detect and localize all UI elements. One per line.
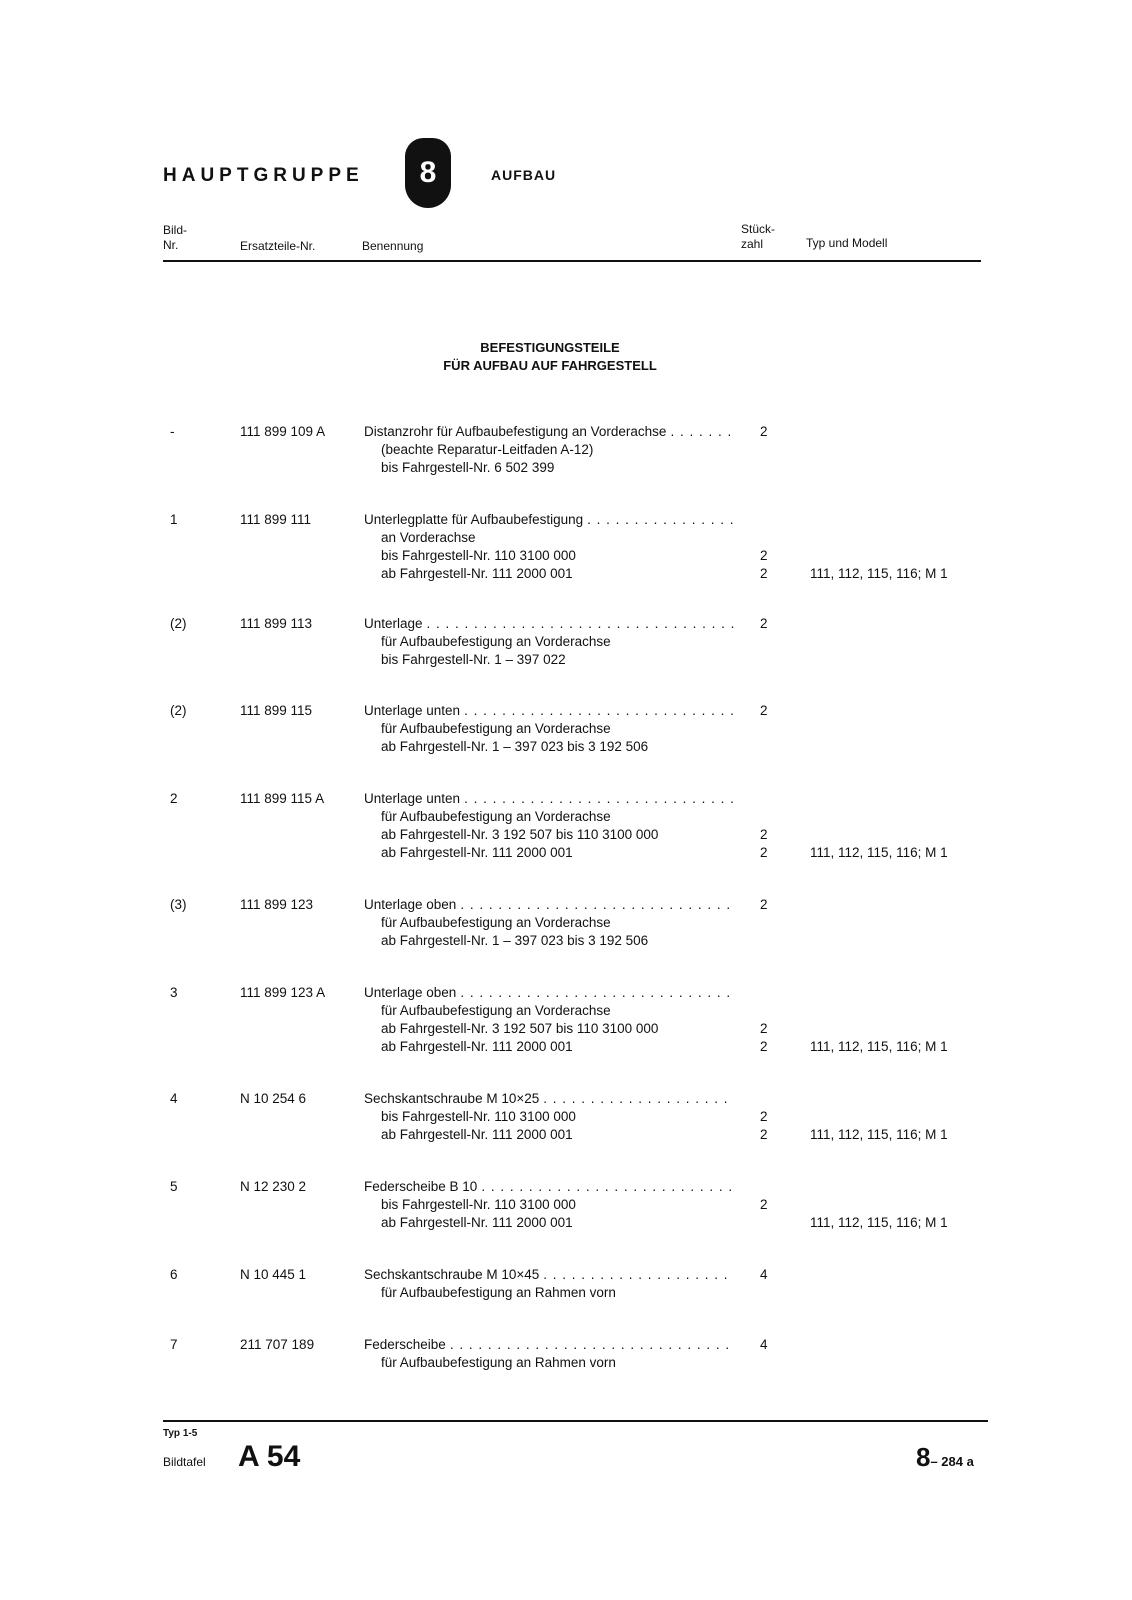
description-text: bis Fahrgestell-Nr. 110 3100 000 [381, 1197, 576, 1212]
row-part-number: N 12 230 2 [240, 1179, 307, 1194]
description-line [364, 932, 734, 950]
description-line [364, 1178, 734, 1196]
row-quantity: 4 [760, 1267, 768, 1282]
description-text: ab Fahrgestell-Nr. 3 192 507 bis 110 3100 000 [381, 827, 659, 842]
leader-dots [464, 702, 734, 720]
description-text: ab Fahrgestell-Nr. 111 2000 001 [381, 1127, 573, 1142]
group-number-badge: 8 [405, 138, 451, 208]
footer-rule [163, 1420, 988, 1422]
page-number [916, 1442, 974, 1473]
description-line [364, 738, 734, 756]
description-line [364, 1354, 734, 1372]
row-description [364, 1178, 734, 1232]
description-text: Unterlage unten [364, 791, 461, 806]
row-description [364, 984, 734, 1056]
leader-dots [460, 896, 734, 914]
description-text: für Aufbaubefestigung an Vorderachse [381, 809, 611, 824]
footer-plate-number: A 54 [238, 1440, 301, 1473]
row-description [364, 896, 734, 950]
row-description [364, 423, 734, 477]
description-line [364, 826, 734, 844]
description-text: Distanzrohr für Aufbaubefestigung an Vorderachse [364, 424, 667, 439]
row-part-number: N 10 254 6 [240, 1091, 307, 1106]
description-text: bis Fahrgestell-Nr. 6 502 399 [381, 460, 555, 475]
row-bild-number: 6 [170, 1267, 178, 1282]
description-line [364, 547, 734, 565]
description-text: ab Fahrgestell-Nr. 1 – 397 023 bis 3 192 506 [381, 739, 649, 754]
description-line [364, 914, 734, 932]
description-line [364, 1284, 734, 1302]
row-description [364, 790, 734, 862]
leader-dots [543, 1090, 734, 1108]
leader-dots [450, 1336, 734, 1354]
row-description [364, 511, 734, 583]
description-line [364, 1090, 734, 1108]
description-line [364, 615, 734, 633]
row-model: 111, 112, 115, 116; M 1 [810, 1127, 948, 1142]
description-text: Unterlage unten [364, 703, 461, 718]
row-part-number: 111 899 115 [240, 703, 313, 718]
column-model: Typ und Modell [806, 236, 888, 250]
description-text: Unterlage oben [364, 897, 457, 912]
row-quantity: 2 [760, 566, 768, 581]
description-line [364, 1002, 734, 1020]
leader-dots [427, 615, 734, 633]
row-quantity: 2 [760, 703, 768, 718]
description-text: für Aufbaubefestigung an Vorderachse [381, 721, 611, 736]
column-qty-line1: Stück- [741, 222, 776, 236]
description-text: Unterlegplatte für Aufbaubefestigung [364, 512, 584, 527]
description-line [364, 720, 734, 738]
row-bild-number: (2) [170, 703, 187, 718]
row-part-number: N 10 445 1 [240, 1267, 307, 1282]
row-description [364, 1266, 734, 1302]
description-text: Federscheibe B 10 [364, 1179, 478, 1194]
description-text: ab Fahrgestell-Nr. 3 192 507 bis 110 3100 000 [381, 1021, 659, 1036]
description-text: für Aufbaubefestigung an Vorderachse [381, 1003, 611, 1018]
description-line [364, 984, 734, 1002]
leader-dots [464, 790, 734, 808]
row-bild-number: 4 [170, 1091, 178, 1106]
row-quantity: 2 [760, 616, 768, 631]
description-line [364, 459, 734, 477]
row-bild-number: 7 [170, 1337, 178, 1352]
page-number-main: 8 [916, 1442, 931, 1472]
row-model: 111, 112, 115, 116; M 1 [810, 1215, 948, 1230]
column-part-number: Ersatzteile-Nr. [240, 239, 316, 253]
description-text: bis Fahrgestell-Nr. 110 3100 000 [381, 1109, 576, 1124]
description-line [364, 702, 734, 720]
description-line [364, 511, 734, 529]
description-line [364, 896, 734, 914]
row-description [364, 1336, 734, 1372]
row-description [364, 615, 734, 669]
row-bild-number: 3 [170, 985, 178, 1000]
row-quantity: 2 [760, 827, 768, 842]
row-bild-number: (3) [170, 897, 187, 912]
description-text: Sechskantschraube M 10×25 [364, 1091, 540, 1106]
description-text: Sechskantschraube M 10×45 [364, 1267, 540, 1282]
footer-bildtafel-label: Bildtafel [163, 1455, 206, 1469]
description-line [364, 1214, 734, 1232]
description-text: (beachte Reparatur-Leitfaden A-12) [381, 442, 594, 457]
row-bild-number: (2) [170, 616, 187, 631]
description-line [364, 1336, 734, 1354]
header-rule [163, 260, 981, 262]
row-quantity: 2 [760, 1039, 768, 1054]
column-bild-line2: Nr. [163, 238, 179, 252]
description-line [364, 844, 734, 862]
description-line [364, 423, 734, 441]
column-bild [163, 223, 187, 253]
description-text: ab Fahrgestell-Nr. 111 2000 001 [381, 566, 573, 581]
row-quantity: 2 [760, 1109, 768, 1124]
row-part-number: 111 899 123 [240, 897, 314, 912]
description-line [364, 529, 734, 547]
row-part-number: 111 899 109 A [240, 424, 326, 439]
description-line [364, 808, 734, 826]
description-line [364, 1126, 734, 1144]
row-quantity: 2 [760, 1021, 768, 1036]
row-bild-number: 1 [170, 512, 178, 527]
leader-dots [460, 984, 734, 1002]
description-line [364, 633, 734, 651]
group-title: HAUPTGRUPPE [163, 165, 364, 186]
column-qty [741, 222, 775, 252]
footer-type: Typ 1-5 [163, 1428, 198, 1439]
description-text: bis Fahrgestell-Nr. 1 – 397 022 [381, 652, 566, 667]
row-part-number: 211 707 189 [240, 1337, 315, 1352]
row-quantity: 2 [760, 845, 768, 860]
row-model: 111, 112, 115, 116; M 1 [810, 566, 948, 581]
leader-dots [481, 1178, 734, 1196]
group-heading-line2: FÜR AUFBAU AUF FAHRGESTELL [443, 358, 657, 373]
group-heading-line1: BEFESTIGUNGSTEILE [480, 340, 620, 355]
row-description [364, 1090, 734, 1144]
leader-dots [543, 1266, 734, 1284]
leader-dots [670, 423, 734, 441]
description-line [364, 651, 734, 669]
column-bild-line1: Bild- [163, 223, 188, 237]
section-title: AUFBAU [491, 167, 557, 183]
row-quantity: 2 [760, 1197, 768, 1212]
row-quantity: 2 [760, 424, 768, 439]
description-text: bis Fahrgestell-Nr. 110 3100 000 [381, 548, 576, 563]
description-line [364, 1020, 734, 1038]
description-line [364, 565, 734, 583]
row-bild-number: - [170, 424, 175, 439]
description-text: Federscheibe [364, 1337, 446, 1352]
row-part-number: 111 899 113 [240, 616, 313, 631]
description-line [364, 1038, 734, 1056]
description-text: Unterlage oben [364, 985, 457, 1000]
description-text: für Aufbaubefestigung an Rahmen vorn [381, 1355, 616, 1370]
row-part-number: 111 899 115 A [240, 791, 325, 806]
page-number-sub: – 284 a [930, 1454, 974, 1469]
description-line [364, 1196, 734, 1214]
description-text: an Vorderachse [381, 530, 476, 545]
description-text: Unterlage [364, 616, 423, 631]
row-quantity: 2 [760, 1127, 768, 1142]
row-part-number: 111 899 123 A [240, 985, 326, 1000]
column-name: Benennung [362, 239, 424, 253]
row-quantity: 4 [760, 1337, 768, 1352]
description-text: für Aufbaubefestigung an Rahmen vorn [381, 1285, 616, 1300]
row-bild-number: 5 [170, 1179, 178, 1194]
description-line [364, 1266, 734, 1284]
description-text: für Aufbaubefestigung an Vorderachse [381, 634, 611, 649]
row-description [364, 702, 734, 756]
group-heading [0, 339, 1100, 375]
description-line [364, 441, 734, 459]
row-part-number: 111 899 111 [240, 512, 312, 527]
description-text: ab Fahrgestell-Nr. 111 2000 001 [381, 845, 573, 860]
row-model: 111, 112, 115, 116; M 1 [810, 1039, 948, 1054]
description-line [364, 790, 734, 808]
leader-dots [587, 511, 734, 529]
description-text: ab Fahrgestell-Nr. 111 2000 001 [381, 1215, 573, 1230]
row-bild-number: 2 [170, 791, 178, 806]
description-text: ab Fahrgestell-Nr. 111 2000 001 [381, 1039, 573, 1054]
row-quantity: 2 [760, 897, 768, 912]
row-model: 111, 112, 115, 116; M 1 [810, 845, 948, 860]
row-quantity: 2 [760, 548, 768, 563]
description-text: für Aufbaubefestigung an Vorderachse [381, 915, 611, 930]
column-qty-line2: zahl [741, 237, 764, 251]
description-text: ab Fahrgestell-Nr. 1 – 397 023 bis 3 192 506 [381, 933, 649, 948]
description-line [364, 1108, 734, 1126]
